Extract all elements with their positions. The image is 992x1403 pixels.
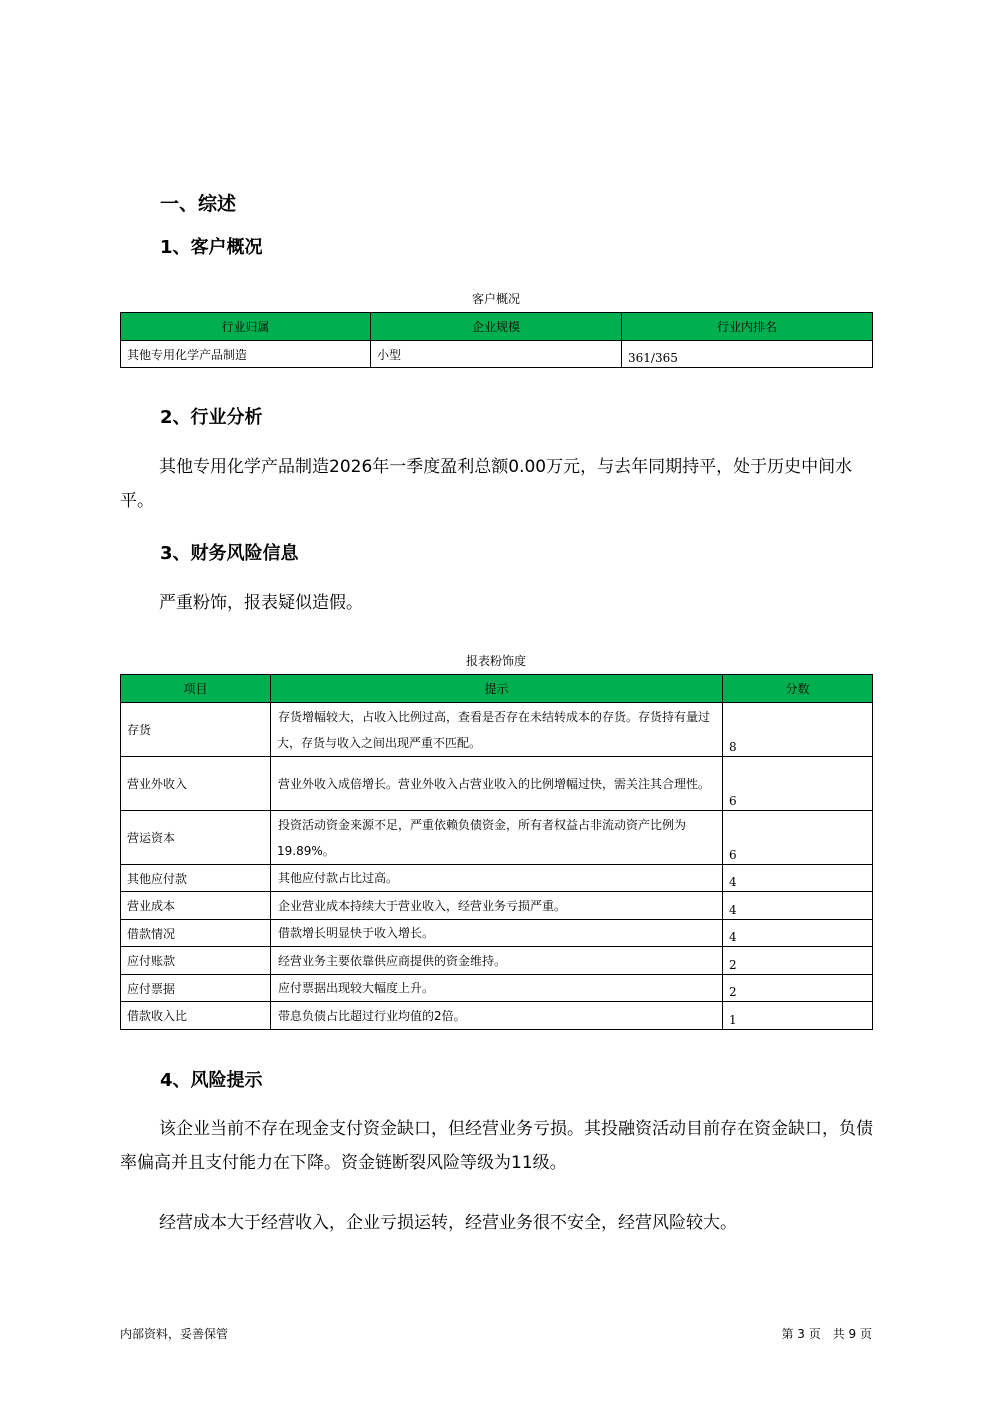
table-row: [121, 865, 873, 892]
risk-table: [120, 674, 873, 1030]
column-header: 分数: [723, 675, 873, 703]
section-title: 一、综述: [160, 193, 237, 215]
column-header: 企业规模: [371, 313, 622, 341]
overview-table: [120, 312, 873, 368]
risk-tips-heading: 4、风险提示: [160, 1070, 263, 1091]
industry-text: 其他专用化学产品制造2026年一季度盈利总额0.00万元，与去年同期持平，处于历史中间水平。: [120, 457, 853, 511]
item-cell: 应付票据: [121, 975, 271, 1002]
column-header: 行业归属: [121, 313, 371, 341]
score-cell: 4: [723, 920, 873, 947]
overview-table-caption: 客户概况: [471, 292, 520, 306]
item-cell: 其他应付款: [121, 865, 271, 892]
hint-cell: 借款增长明显快于收入增长。: [271, 920, 723, 947]
table-row: [121, 892, 873, 920]
hint-cell: 应付票据出现较大幅度上升。: [271, 975, 723, 1002]
table-row: [121, 757, 873, 811]
hint-cell: 存货增幅较大，占收入比例过高，查看是否存在未结转成本的存货。存货持有量过大，存货与收入之间出现严重不匹配。: [271, 703, 723, 757]
table-row: [121, 811, 873, 865]
score-cell: 4: [723, 865, 873, 892]
score-cell: 2: [723, 975, 873, 1002]
item-cell: 借款情况: [121, 920, 271, 947]
risk-header-row: [121, 675, 873, 703]
column-header: 提示: [271, 675, 723, 703]
item-cell: 存货: [121, 703, 271, 757]
column-header: 行业内排名: [622, 313, 873, 341]
item-cell: 营业成本: [121, 892, 271, 920]
industry-heading: 2、行业分析: [160, 407, 263, 428]
table-row: [121, 341, 873, 368]
hint-cell: 其他应付款占比过高。: [271, 865, 723, 892]
footer-note: 内部资料，妥善保管: [120, 1327, 229, 1341]
scale-cell: 小型: [371, 341, 622, 368]
score-cell: 1: [723, 1002, 873, 1030]
score-cell: 2: [723, 947, 873, 975]
table-row: [121, 1002, 873, 1030]
score-cell: 6: [723, 757, 873, 811]
hint-cell: 企业营业成本持续大于营业收入，经营业务亏损严重。: [271, 892, 723, 920]
page-number: 第 3 页 共 9 页: [781, 1327, 872, 1341]
score-cell: 8: [723, 703, 873, 757]
risk-tips-text-2: 经营成本大于经营收入，企业亏损运转，经营业务很不安全，经营风险较大。: [159, 1213, 737, 1233]
column-header: 项目: [121, 675, 271, 703]
table-row: [121, 920, 873, 947]
risk-info-heading: 3、财务风险信息: [160, 543, 299, 564]
industry-cell: 其他专用化学产品制造: [121, 341, 371, 368]
item-cell: 借款收入比: [121, 1002, 271, 1030]
item-cell: 营业外收入: [121, 757, 271, 811]
table-row: [121, 703, 873, 757]
hint-cell: 投资活动资金来源不足，严重依赖负债资金，所有者权益占非流动资产比例为19.89%。: [271, 811, 723, 865]
risk-tips-text-1: 该企业当前不存在现金支付资金缺口，但经营业务亏损。其投融资活动目前存在资金缺口，负债率偏高并且支付能力在下降。资金链断裂风险等级为11级。: [120, 1119, 873, 1173]
hint-cell: 带息负债占比超过行业均值的2倍。: [271, 1002, 723, 1030]
rank-cell: 361/365: [622, 341, 873, 368]
table-row: [121, 947, 873, 975]
overview-header-row: [121, 313, 873, 341]
table-row: [121, 975, 873, 1002]
risk-info-text: 严重粉饰，报表疑似造假。: [159, 593, 363, 613]
score-cell: 6: [723, 811, 873, 865]
score-cell: 4: [723, 892, 873, 920]
overview-heading: 1、客户概况: [160, 237, 263, 258]
hint-cell: 营业外收入成倍增长。营业外收入占营业收入的比例增幅过快，需关注其合理性。: [271, 757, 723, 811]
item-cell: 营运资本: [121, 811, 271, 865]
hint-cell: 经营业务主要依靠供应商提供的资金维持。: [271, 947, 723, 975]
item-cell: 应付账款: [121, 947, 271, 975]
risk-table-caption: 报表粉饰度: [465, 654, 526, 668]
